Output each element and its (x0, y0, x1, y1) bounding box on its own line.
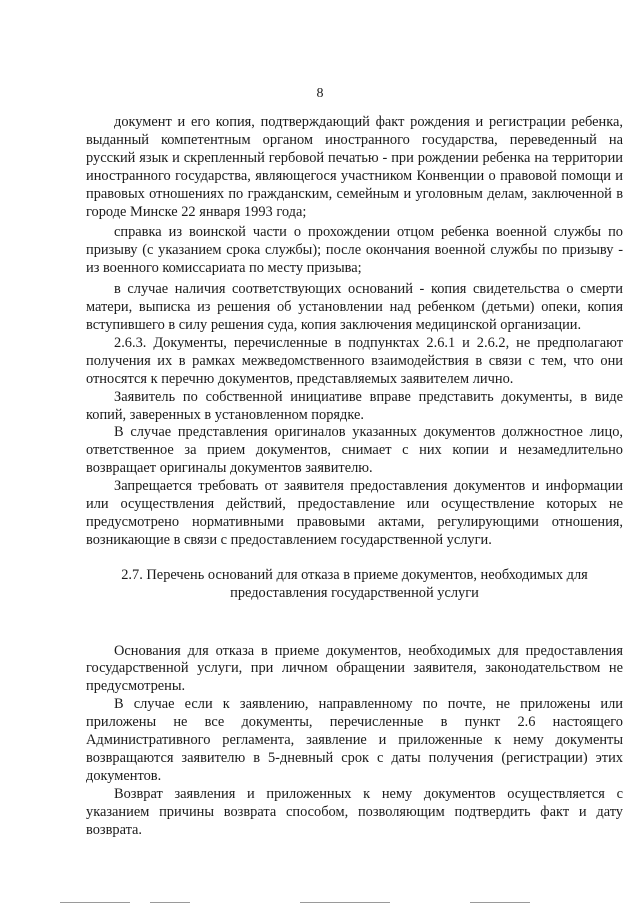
paragraph-mail-application: В случае если к заявлению, направленному по почте, не приложены или приложены не все документы, перечисленные в пункт 2.6 настоящего Административного регламента, заявление и приложенные к нему документы возвращаются заявителю в 5-дневный срок с даты получения (регистрации) этих документов. (86, 696, 623, 784)
paragraph-foreign-birth-document: документ и его копия, подтверждающий факт рождения и регистрации ребенка, выданный компетентным органом иностранного государства, переведенный на русский язык и скрепленный гербовой печатью - при рождении ребенка на территории иностранного государства, являющегося участником Конвенции о правовой помощи и правовых отношениях по гражданским, семейным и уголовным делам, заключенной в городе Минске 22 января 1993 года; (86, 114, 623, 220)
paragraph-own-initiative: Заявитель по собственной инициативе вправе представить документы, в виде копий, заверенных в установленном порядке. (86, 388, 623, 423)
paragraph-2-6-3: 2.6.3. Документы, перечисленные в подпунктах 2.6.1 и 2.6.2, не предполагают получения их в рамках межведомственного взаимодействия в связи с тем, что они относятся к перечню документов, представляемых заявителем лично. (86, 334, 623, 387)
document-body (86, 114, 623, 840)
paragraph-prohibition: Запрещается требовать от заявителя предоставления документов и информации или осуществления действий, предоставление или осуществление которых не предусмотрено нормативными правовыми актами, регулирующими отношения, возникающие в связи с предоставлением государственной услуги. (86, 478, 623, 548)
section-spacer (86, 603, 623, 643)
section-heading-2-7: 2.7. Перечень оснований для отказа в приеме документов, необходимых для предоставления государственной услуги (121, 566, 588, 601)
paragraph-additional-grounds: в случае наличия соответствующих оснований - копия свидетельства о смерти матери, выписка из решения об установлении над ребенком (детьми) опеки, копия вступившего в силу решения суда, копия заключения медицинской организации. (86, 281, 623, 333)
page-number: 8 (316, 86, 324, 101)
paragraph-military-certificate: справка из воинской части о прохождении отцом ребенка военной службы по призыву (с указанием срока службы); после окончания военной службы по призыву - из военного комиссариата по месту призыва; (86, 224, 623, 277)
scan-bottom-edge (0, 900, 640, 903)
paragraph-refusal-grounds: Основания для отказа в приеме документов, необходимых для предоставления государственной услуги, при личном обращении заявителя, законодательством не предусмотрены. (86, 642, 623, 695)
paragraph-originals: В случае представления оригиналов указанных документов должностное лицо, ответственное за прием документов, снимает с них копии и незамедлительно возвращает оригиналы документов заявителю. (86, 424, 623, 477)
paragraph-return: Возврат заявления и приложенных к нему документов осуществляется с указанием причины возврата способом, позволяющим подтвердить факт и дату возврата. (86, 785, 623, 838)
